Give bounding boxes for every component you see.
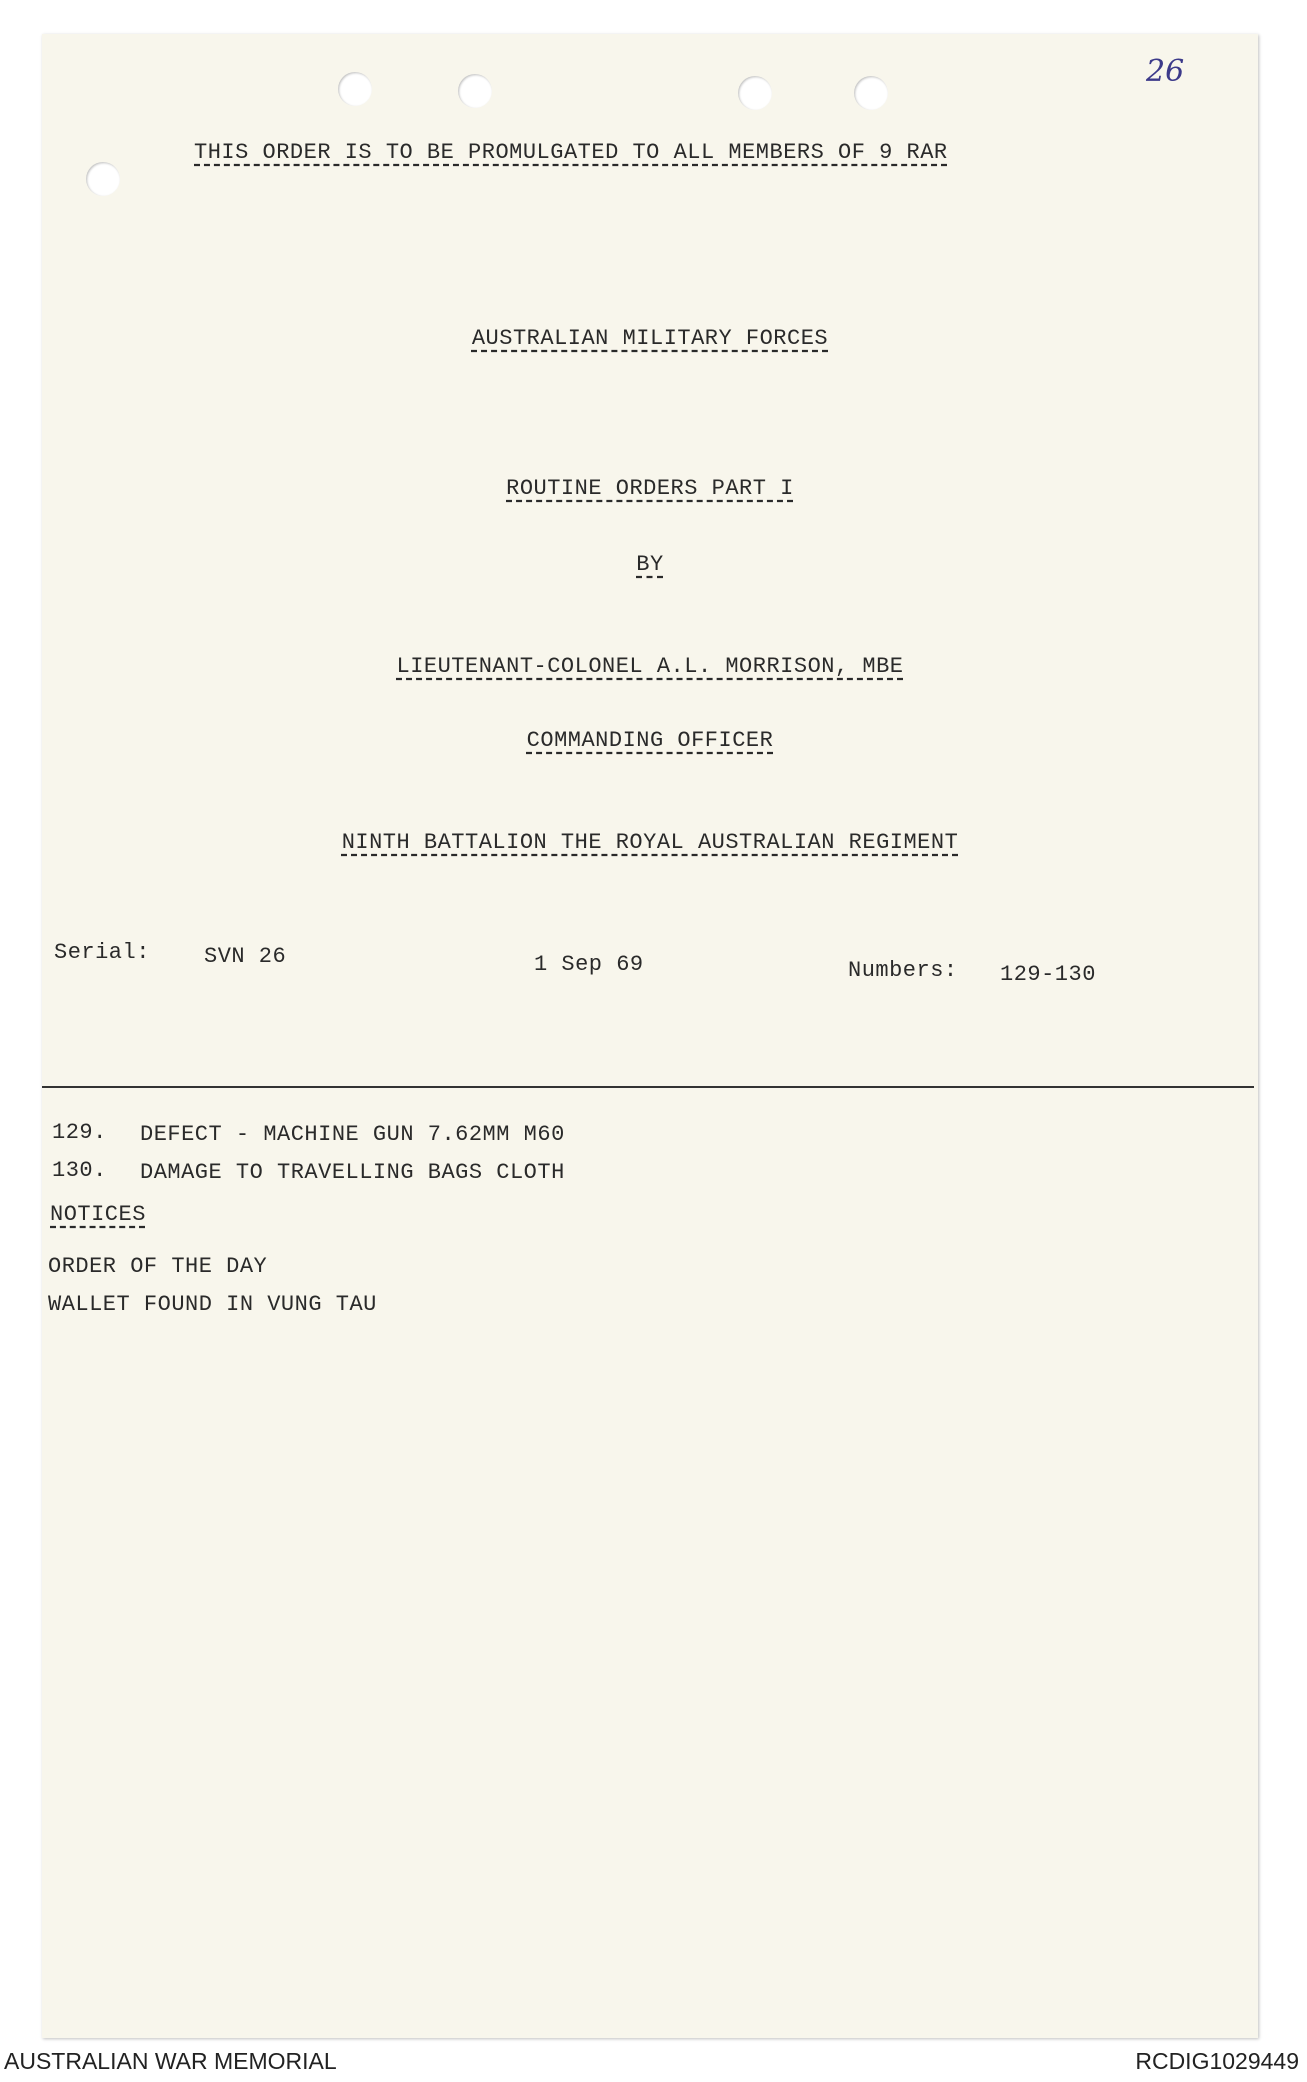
- notice-item: ORDER OF THE DAY: [48, 1254, 268, 1279]
- serial-label: Serial:: [54, 940, 150, 965]
- unit-name: NINTH BATTALION THE ROYAL AUSTRALIAN REGIMENT: [341, 830, 959, 855]
- promulgation-notice: THIS ORDER IS TO BE PROMULGATED TO ALL MEMBERS OF 9 RAR: [194, 140, 948, 165]
- divider-rule: [42, 1086, 1254, 1088]
- notices-heading: NOTICES: [50, 1202, 146, 1227]
- item-number: 129.: [52, 1120, 107, 1145]
- punch-hole: [738, 76, 772, 110]
- notice-item: WALLET FOUND IN VUNG TAU: [48, 1292, 377, 1317]
- force-title: AUSTRALIAN MILITARY FORCES: [471, 326, 829, 351]
- numbers-value: 129-130: [1000, 962, 1096, 987]
- orders-title: ROUTINE ORDERS PART I: [506, 476, 794, 501]
- footer-left: AUSTRALIAN WAR MEMORIAL: [4, 2048, 337, 2074]
- punch-hole: [458, 74, 492, 108]
- handwritten-page-number: 26: [1146, 54, 1185, 89]
- item-title: DEFECT - MACHINE GUN 7.62MM M60: [140, 1122, 565, 1147]
- serial-value: SVN 26: [204, 944, 287, 969]
- by-label: BY: [636, 552, 664, 577]
- officer-name: LIEUTENANT-COLONEL A.L. MORRISON, MBE: [396, 654, 904, 679]
- punch-hole: [338, 72, 372, 106]
- item-title: DAMAGE TO TRAVELLING BAGS CLOTH: [140, 1160, 565, 1185]
- numbers-label: Numbers:: [848, 958, 958, 983]
- punch-hole: [854, 76, 888, 110]
- order-date: 1 Sep 69: [534, 952, 644, 977]
- document-page: [42, 34, 1258, 2038]
- item-number: 130.: [52, 1158, 107, 1183]
- officer-role: COMMANDING OFFICER: [526, 728, 774, 753]
- footer-right: RCDIG1029449: [1135, 2048, 1299, 2074]
- punch-hole: [86, 162, 120, 196]
